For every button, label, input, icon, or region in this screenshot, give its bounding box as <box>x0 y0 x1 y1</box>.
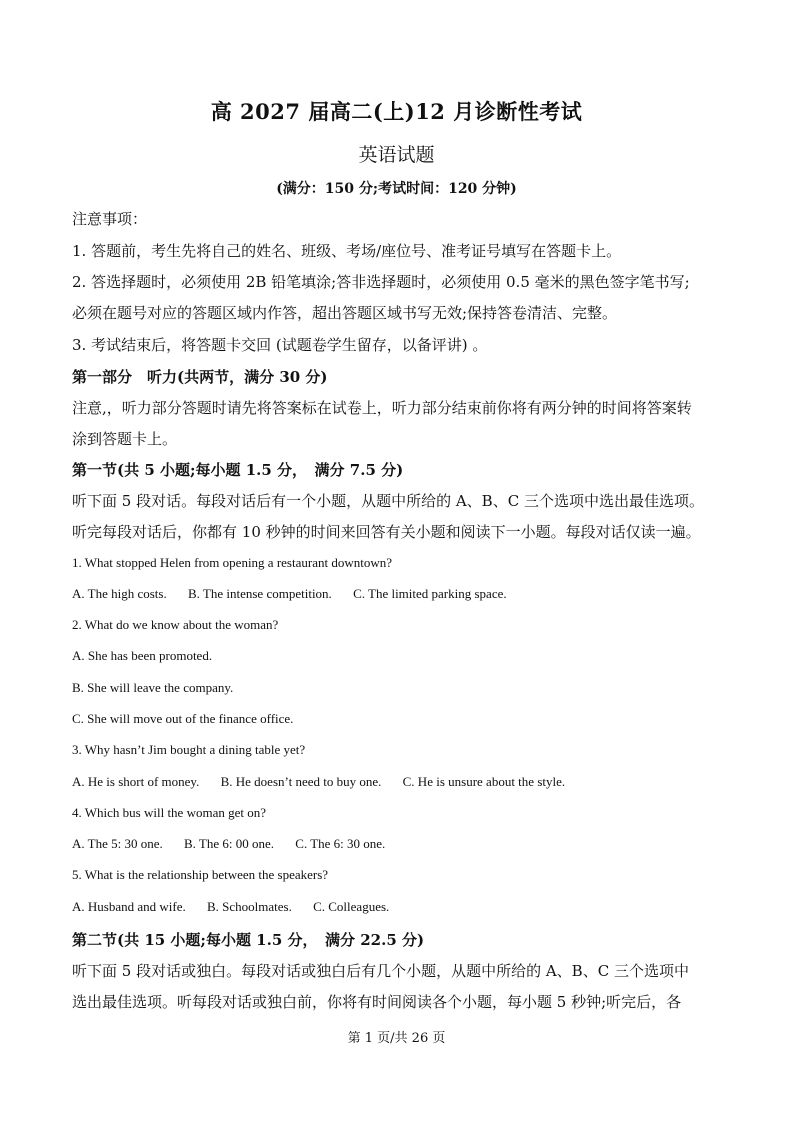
q2-option-c: C. She will move out of the finance office. <box>72 711 294 726</box>
q5-option-c: C. Colleagues. <box>313 899 390 914</box>
part1-note-a: 注意,，听力部分答题时请先将答案标在试卷上，听力部分结束前你将有两分钟的时间将答案转 <box>72 399 692 417</box>
note-1: 1. 答题前，考生先将自己的姓名、班级、考场/座位号、准考证号填写在答题卡上。 <box>72 242 622 260</box>
notes-heading: 注意事项： <box>72 210 148 228</box>
q5-options <box>72 899 724 915</box>
part1-note-b: 涂到答题卡上。 <box>72 430 178 448</box>
q1-option-b: B. The intense competition. <box>187 586 332 601</box>
part1-title: 第一部分 听力(共两节，满分 30 分) <box>72 368 328 386</box>
q2-stem: 2. What do we know about the woman? <box>72 617 279 632</box>
q3-option-a: A. He is short of money. <box>72 774 200 789</box>
q1-options <box>72 586 724 602</box>
q4-option-b: B. The 6: 00 one. <box>184 836 275 851</box>
exam-info: (满分：150 分;考试时间：120 分钟) <box>276 181 517 197</box>
note-2b: 必须在题号对应的答题区域内作答，超出答题区域书写无效;保持答卷清洁、完整。 <box>72 304 618 322</box>
exam-title: 高 2027 届高二(上)12 月诊断性考试 <box>210 99 583 124</box>
q1-option-c: C. The limited parking space. <box>353 586 507 601</box>
q5-stem: 5. What is the relationship between the speakers? <box>72 867 329 882</box>
q4-option-a: A. The 5: 30 one. <box>72 836 163 851</box>
section1-instruction-b: 听完每段对话后，你都有 10 秒钟的时间来回答有关小题和阅读下一小题。每段对话仅读一遍。 <box>72 523 701 541</box>
section2-instruction-a: 听下面 5 段对话或独白。每段对话或独白后有几个小题，从题中所给的 A、B、C 三个选项中 <box>72 962 689 980</box>
section2-title: 第二节(共 15 小题;每小题 1.5 分， 满分 22.5 分) <box>72 931 425 949</box>
section1-title: 第一节(共 5 小题;每小题 1.5 分， 满分 7.5 分) <box>72 461 404 479</box>
q1-option-a: A. The high costs. <box>72 586 167 601</box>
q4-option-c: C. The 6: 30 one. <box>295 836 386 851</box>
q3-stem: 3. Why hasn’t Jim bought a dining table yet? <box>72 742 306 757</box>
note-3: 3. 考试结束后，将答题卡交回 (试题卷学生留存，以备评讲) 。 <box>72 336 488 354</box>
q1-stem: 1. What stopped Helen from opening a restaurant downtown? <box>72 555 392 570</box>
subject-title: 英语试题 <box>358 144 435 166</box>
section2-instruction-b: 选出最佳选项。听每段对话或独白前，你将有时间阅读各个小题，每小题 5 秒钟;听完后，各 <box>72 993 682 1011</box>
q2-option-b: B. She will leave the company. <box>72 680 234 695</box>
section1-instruction-a: 听下面 5 段对话。每段对话后有一个小题，从题中所给的 A、B、C 三个选项中选出最佳选项。 <box>72 492 704 510</box>
q2-option-a: A. She has been promoted. <box>72 648 213 663</box>
q3-options <box>72 774 724 790</box>
q4-stem: 4. Which bus will the woman get on? <box>72 805 267 820</box>
q4-options <box>72 836 724 852</box>
note-2a: 2. 答选择题时，必须使用 2B 铅笔填涂;答非选择题时，必须使用 0.5 毫米的黑色签字笔书写; <box>72 273 690 291</box>
q5-option-b: B. Schoolmates. <box>206 899 292 914</box>
q3-option-c: C. He is unsure about the style. <box>402 774 566 789</box>
q3-option-b: B. He doesn’t need to buy one. <box>220 774 382 789</box>
q5-option-a: A. Husband and wife. <box>72 899 186 914</box>
page-footer: 第 1 页/共 26 页 <box>347 1031 446 1046</box>
